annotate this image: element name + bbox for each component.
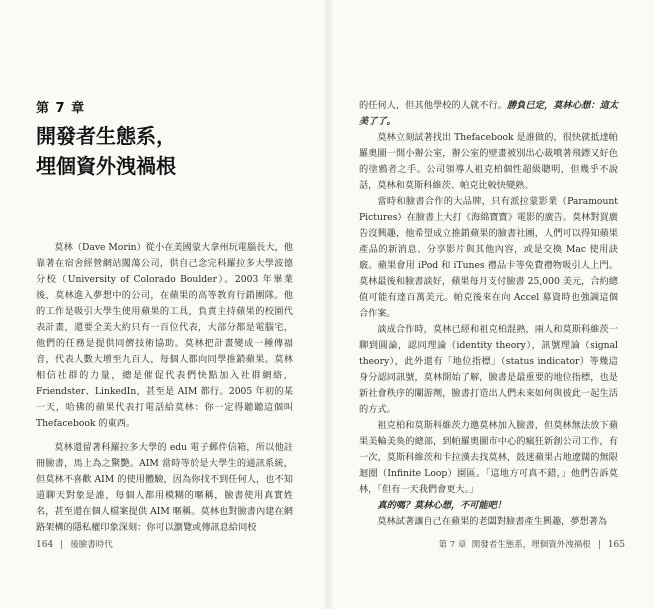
right-page xyxy=(328,0,655,609)
left-page-number: 164 xyxy=(36,540,54,550)
chapter-title-line-1: 開發者生態系， xyxy=(36,124,176,148)
footer-divider-right xyxy=(599,540,600,549)
left-body-text xyxy=(36,240,293,536)
right-paragraph-7: 莫林試著讓自己在蘋果的老闆對臉書產生興趣，夢想著為 xyxy=(377,516,608,527)
footer-chapter-title: 開發者生態系，埋個資外洩禍根 xyxy=(471,540,591,550)
left-paragraph-1: 莫林（Dave Morin）從小在美國蒙大拿州玩電腦長大，他靠著在宿舍經營網站闖蕩公司，供自己念完科羅拉多大學波德分校（University of Colorado Boulder）。2003 年畢業後，莫林進入夢想中的公司，在蘋果的高等教育行銷團隊。他的工作是吸引大學生使用蘋果的工具，負責主持蘋果的校園代表計畫，還要全美大約只有一百位代表，大部分都是電腦宅，他們的任務是提供同儕技術協助。莫林把計畫變成一種傳福音，代表人數大增至九百人，每個人都向同學推銷蘋果。莫林相信社群的力量，總是催促代表們快點加入社群網絡，Friendster、LinkedIn，甚至是 AIM 都行。2005 年初的某一天，哈佛的蘋果代表打電話給莫林：你一定得聽聽這個叫 Thefacebook 的東西。 xyxy=(36,242,293,429)
right-paragraph-2: 莫林立刻試著找出 Thefacebook 是誰做的，很快就抵達帕羅奧圖一間小辦公室，辦公室的壁畫被別出心裁噴著飛鏢又好色的塗鴉者之手。公司領導人祖克柏個性超級聰明，但幾乎不說話，莫林和莫斯科維茨、帕克比較快變熟。 xyxy=(359,132,618,191)
left-page xyxy=(0,0,327,609)
right-body-text xyxy=(359,98,618,530)
right-footer xyxy=(439,538,625,550)
right-paragraph-5: 祖克柏和莫斯科維茨力邀莫林加入臉書，但莫林無法放下蘋果美輪美奐的總部，到帕羅奧圖市中心的瘋狂新創公司工作，有一次，莫斯科維茨和卡拉漢去找莫林，鼓迷蘋果占地遼闊的無限迴圈（Infinite Loop）園區。「這地方可真不錯，」他們告訴莫林，「但有一天我們會更大。」 xyxy=(359,420,618,495)
right-page-number: 165 xyxy=(607,540,625,550)
right-paragraph-3: 當時和臉書合作的大品牌，只有派拉蒙影業（Paramount Pictures）在臉書上大打《海綿寶寶》電影的廣告。莫林對買廣告沒興趣，他希望成立推銷蘋果的臉書社團，人們可以得知蘋果產品的新消息、分享影片與其他內容，或是交換 Mac 使用訣竅。蘋果會用 iPod 和 iTunes 禮品卡等免費禮物吸引人上門。莫林最後和臉書談好，蘋果每月支付臉書 25,000 美元，合約總值可能有達百萬美元。帕克後來在向 Accel 募資時也強調這個合作案。 xyxy=(359,196,618,319)
left-footer xyxy=(36,538,113,550)
footer-chapter-label: 第 7 章 xyxy=(438,540,467,550)
footer-divider xyxy=(61,540,62,549)
right-paragraph-4: 談成合作時，莫林已經和祖克柏混熟，兩人和莫斯科維茨一聊到圓論，認同理論（identity theory），訊號理論（signal theory），此外還有「地位指標」（status indicator）等幾這身分認同訊號，莫林開始了解，臉書是最重要的地位指標，也是新社會秩序的闡游劑，臉書打造出人們未來如何與彼此一起生活的方式。 xyxy=(359,324,618,415)
chapter-label: 第 7 章 xyxy=(36,101,86,116)
right-paragraph-6: 真的嗎？莫林心想，不可能吧！ xyxy=(377,500,507,511)
book-title: 後臉書時代 xyxy=(70,540,113,550)
right-paragraph-1-text: 的任何人，但其他學校的人就不行。 xyxy=(359,100,508,111)
right-paragraph-1-emphasis: 勝負已定，莫林心想：這太美了了。 xyxy=(359,100,619,127)
chapter-title-line-2: 埋個資外洩禍根 xyxy=(36,154,176,178)
right-paragraph-1 xyxy=(359,98,618,130)
left-paragraph-2: 莫林還留著科羅拉多大學的 edu 電子郵件信箱，所以他註冊臉書，馬上為之驚艷。AIM 當時等於是大學生的通訊系統，但莫林不喜歡 AIM 的使用體驗，因為你找不到任何人，也不知道聊天對象是誰，每個人都用模糊的暱稱，臉書使用真實姓名，甚至還在個人檔案提供 AIM 暱稱。莫林也對臉書內建在網路架構的隱私權印象深刻：你可以瀏覽或傳訊息給同校 xyxy=(36,442,293,533)
chapter-title xyxy=(36,121,306,181)
